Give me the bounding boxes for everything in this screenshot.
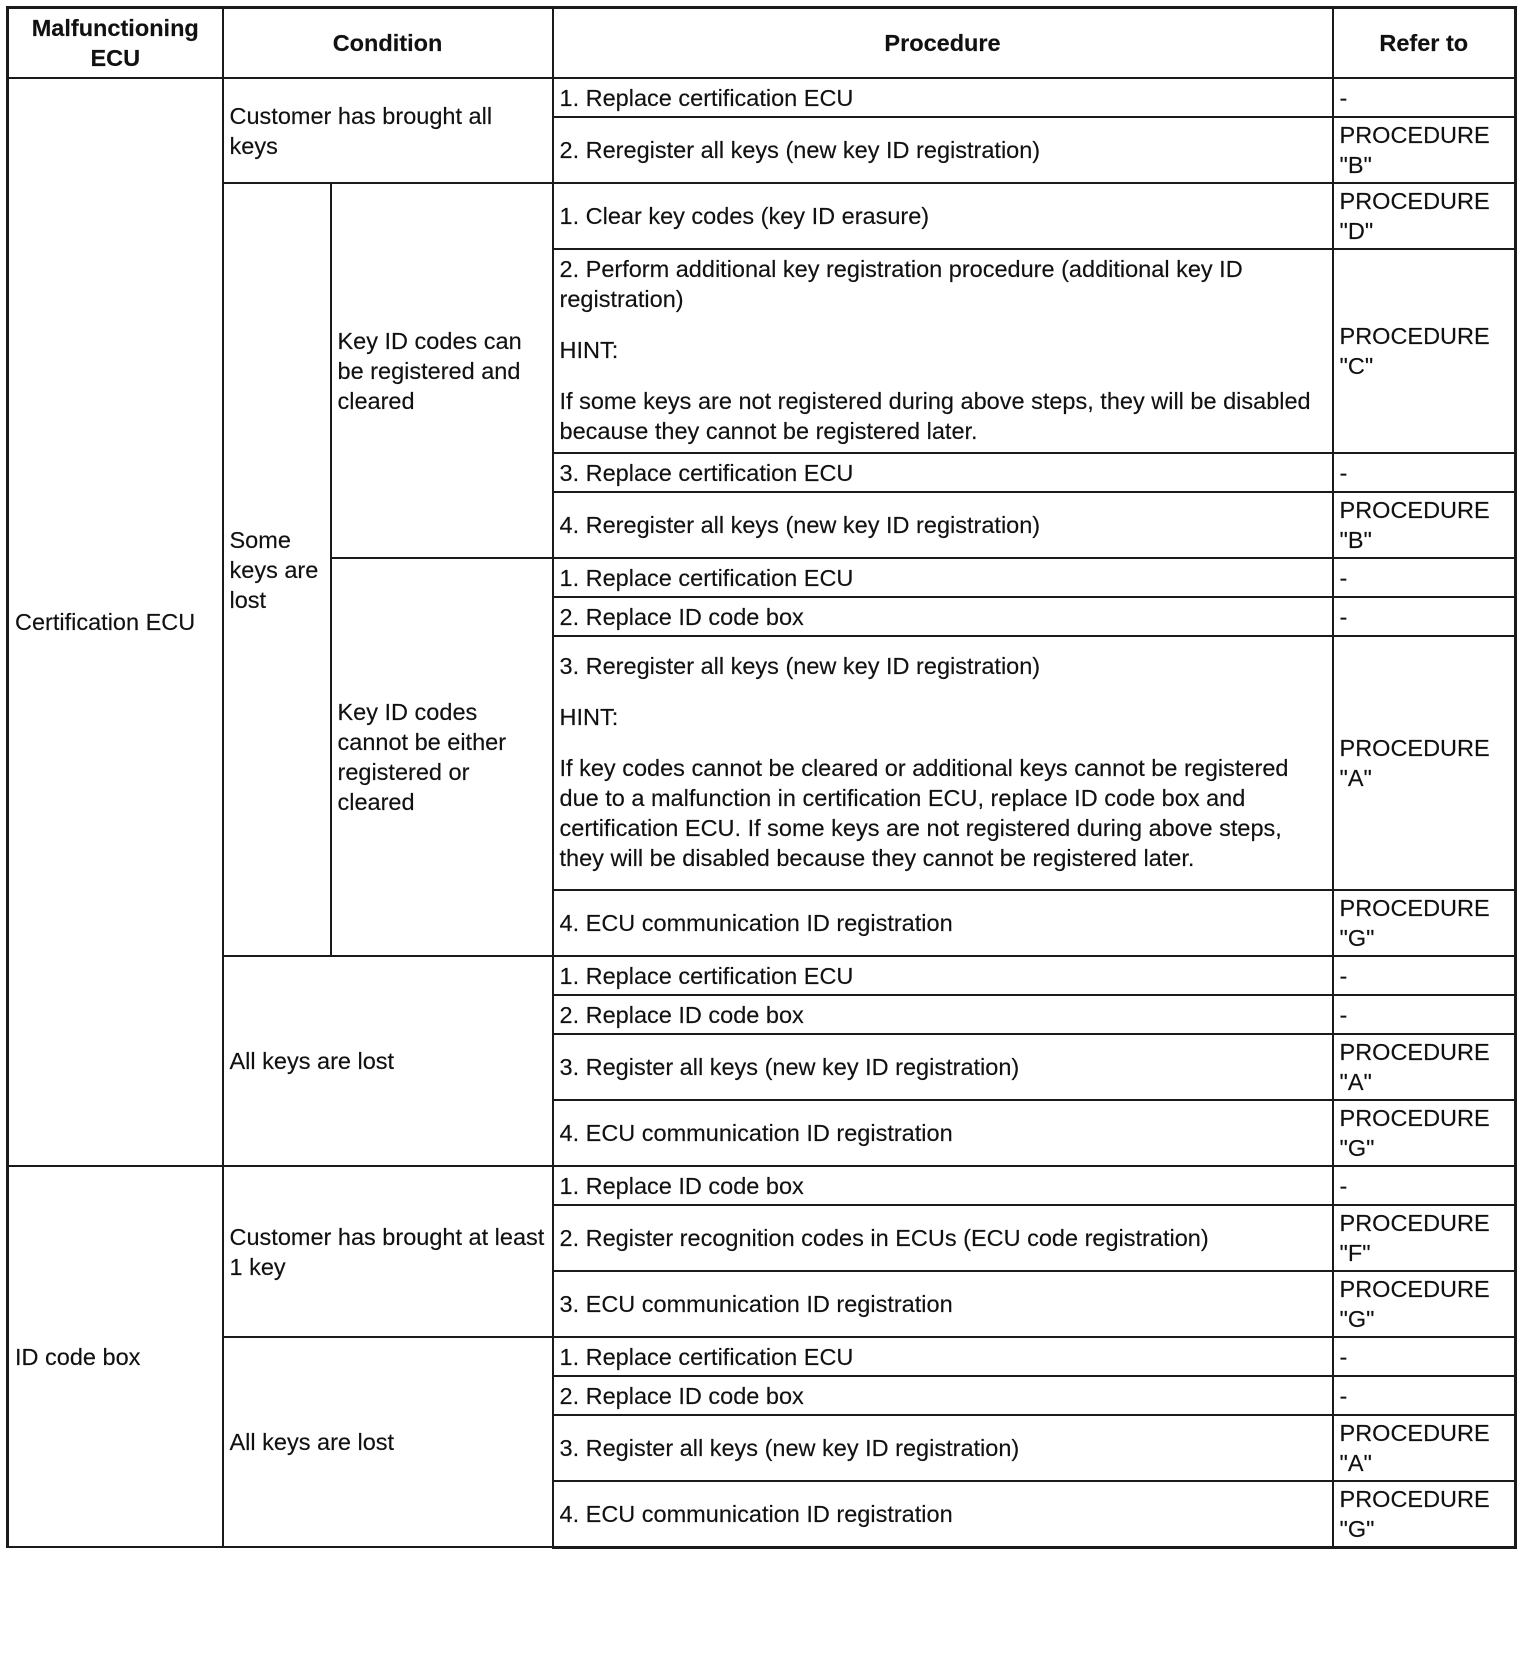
refer-cell: - [1333, 453, 1516, 492]
refer-cell: PROCEDURE "A" [1333, 1034, 1516, 1100]
procedure-cell: 2. Reregister all keys (new key ID registration) [553, 117, 1333, 183]
table-row [8, 1166, 1516, 1205]
table-row [8, 78, 1516, 117]
procedure-cell: 2. Replace ID code box [553, 1376, 1333, 1415]
procedure-cell: 2. Replace ID code box [553, 995, 1333, 1034]
condition-cell: Customer has brought all keys [223, 78, 553, 183]
procedure-cell: 1. Clear key codes (key ID erasure) [553, 183, 1333, 249]
procedure-table-container [6, 6, 1517, 1549]
refer-cell: PROCEDURE "G" [1333, 890, 1516, 956]
procedure-cell: 1. Replace certification ECU [553, 78, 1333, 117]
procedure-cell [553, 249, 1333, 453]
procedure-cell: 4. ECU communication ID registration [553, 1100, 1333, 1166]
procedure-cell: 3. Register all keys (new key ID registration) [553, 1034, 1333, 1100]
refer-cell: - [1333, 558, 1516, 597]
condition-cell: All keys are lost [223, 1337, 553, 1547]
refer-cell: - [1333, 597, 1516, 636]
table-row [8, 183, 1516, 249]
procedure-cell: 3. Replace certification ECU [553, 453, 1333, 492]
refer-cell: - [1333, 1337, 1516, 1376]
hint-label: HINT: [559, 337, 619, 363]
refer-cell: - [1333, 956, 1516, 995]
hint-text: If some keys are not registered during above steps, they will be disabled because they cannot be registered later. [559, 388, 1311, 444]
group-id-code-box: ID code box [8, 1166, 223, 1547]
refer-cell: PROCEDURE "G" [1333, 1271, 1516, 1337]
header-refer-to: Refer to [1333, 8, 1516, 79]
header-condition: Condition [223, 8, 553, 79]
procedure-cell: 4. Reregister all keys (new key ID registration) [553, 492, 1333, 558]
procedure-cell: 1. Replace certification ECU [553, 1337, 1333, 1376]
procedure-step: 3. Reregister all keys (new key ID registration) [559, 653, 1041, 679]
refer-cell: - [1333, 995, 1516, 1034]
procedure-cell: 2. Replace ID code box [553, 597, 1333, 636]
refer-cell: PROCEDURE "G" [1333, 1481, 1516, 1547]
refer-cell: PROCEDURE "F" [1333, 1205, 1516, 1271]
group-certification-ecu: Certification ECU [8, 78, 223, 1166]
refer-cell: PROCEDURE "C" [1333, 249, 1516, 453]
refer-cell: - [1333, 1376, 1516, 1415]
procedure-cell: 1. Replace ID code box [553, 1166, 1333, 1205]
refer-cell: PROCEDURE "D" [1333, 183, 1516, 249]
header-procedure: Procedure [553, 8, 1333, 79]
condition-cell: Customer has brought at least 1 key [223, 1166, 553, 1337]
header-malfunctioning-ecu: Malfunctioning ECU [8, 8, 223, 79]
refer-cell: - [1333, 78, 1516, 117]
table-row [8, 956, 1516, 995]
procedure-table [6, 6, 1517, 1549]
refer-cell: PROCEDURE "A" [1333, 1415, 1516, 1481]
procedure-cell: 4. ECU communication ID registration [553, 1481, 1333, 1547]
refer-cell: - [1333, 1166, 1516, 1205]
procedure-cell: 1. Replace certification ECU [553, 956, 1333, 995]
procedure-cell: 3. Register all keys (new key ID registration) [553, 1415, 1333, 1481]
procedure-cell: 1. Replace certification ECU [553, 558, 1333, 597]
subcondition-cell: Key ID codes cannot be either registered or cleared [331, 558, 553, 956]
procedure-step: 2. Perform additional key registration procedure (additional key ID registration) [559, 256, 1243, 312]
refer-cell: PROCEDURE "B" [1333, 117, 1516, 183]
subcondition-cell: Key ID codes can be registered and cleared [331, 183, 553, 558]
hint-text: If key codes cannot be cleared or additional keys cannot be registered due to a malfunction in certification ECU, replace ID code box and certification ECU. If some keys are not registered during above steps, they will be disabled because they cannot be registered later. [559, 755, 1289, 871]
condition-cell: Some keys are lost [223, 183, 331, 956]
header-row [8, 8, 1516, 79]
table-row [8, 1337, 1516, 1376]
procedure-cell: 2. Register recognition codes in ECUs (ECU code registration) [553, 1205, 1333, 1271]
hint-label: HINT: [559, 704, 619, 730]
refer-cell: PROCEDURE "B" [1333, 492, 1516, 558]
condition-cell: All keys are lost [223, 956, 553, 1166]
procedure-cell: 4. ECU communication ID registration [553, 890, 1333, 956]
procedure-cell [553, 636, 1333, 890]
procedure-cell: 3. ECU communication ID registration [553, 1271, 1333, 1337]
refer-cell: PROCEDURE "A" [1333, 636, 1516, 890]
refer-cell: PROCEDURE "G" [1333, 1100, 1516, 1166]
